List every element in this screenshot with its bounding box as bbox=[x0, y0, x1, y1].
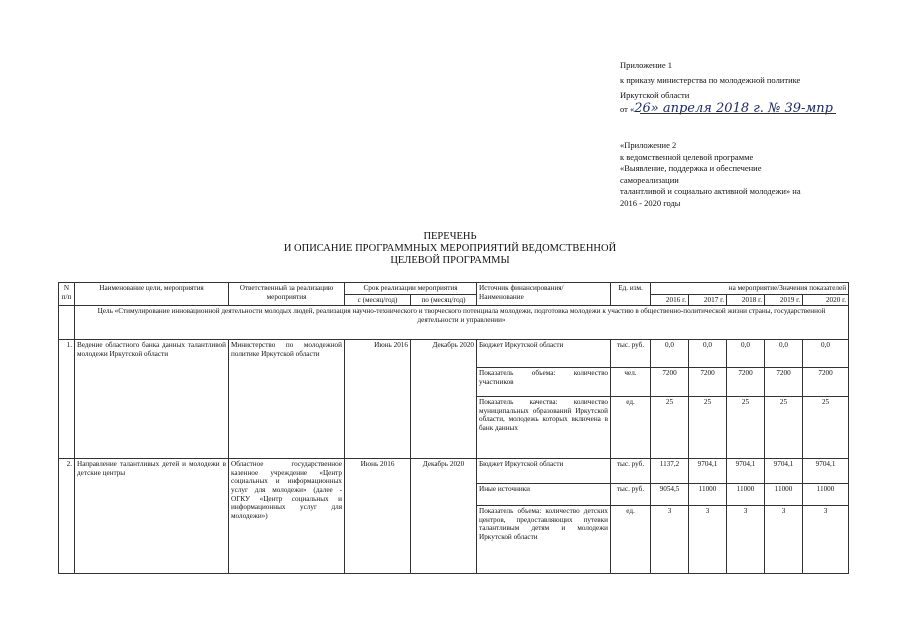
row-2-item-3-unit: ед. bbox=[611, 506, 651, 574]
appendix-2-line-5: талантливой и социально активной молодежи» на bbox=[620, 186, 801, 196]
header-year-2017: 2017 г. bbox=[689, 294, 727, 306]
row-1-item-1-v2019: 0,0 bbox=[765, 340, 803, 368]
row-1-item-1-source: Бюджет Иркутской области bbox=[477, 340, 611, 368]
header-term-from: с (месяц/год) bbox=[345, 294, 411, 306]
appendix-2-block bbox=[620, 140, 895, 209]
row-2-item-1-v2020: 9704,1 bbox=[803, 459, 849, 484]
appendix-2-line-3: «Выявление, поддержка и обеспечение bbox=[620, 163, 762, 173]
row-1-item-2-v2020: 7200 bbox=[803, 368, 849, 397]
row-1-item-2-unit: чел. bbox=[611, 368, 651, 397]
header-name: Наименование цели, мероприятия bbox=[75, 283, 229, 306]
appendix-1-block bbox=[620, 60, 890, 115]
row-1-item-3-unit: ед. bbox=[611, 397, 651, 459]
events-table bbox=[58, 282, 849, 574]
date-underline bbox=[640, 113, 836, 114]
row-1-item-3-v2017: 25 bbox=[689, 397, 727, 459]
row-1-item-2-v2019: 7200 bbox=[765, 368, 803, 397]
row-2-item-2-v2020: 11000 bbox=[803, 484, 849, 506]
row-1-item-3-v2019: 25 bbox=[765, 397, 803, 459]
document-title bbox=[0, 231, 900, 267]
row-2-item-2-v2018: 11000 bbox=[727, 484, 765, 506]
row-2-name: Направление талантливых детей и молодежи в детские центры bbox=[75, 459, 229, 574]
row-1-item-1-v2017: 0,0 bbox=[689, 340, 727, 368]
appendix-1-title: Приложение 1 bbox=[620, 60, 672, 70]
row-1-item-3-source: Показатель качества: количество муниципальных образований Иркутской области, молодежь которых включена в банк данных bbox=[477, 397, 611, 459]
appendix-1-region-line: Иркутской области bbox=[620, 90, 690, 100]
goal-num-cell bbox=[59, 306, 75, 340]
header-num: N п/п bbox=[59, 283, 75, 306]
row-2-item-2-unit: тыс. руб. bbox=[611, 484, 651, 506]
appendix-2-line-2: к ведомственной целевой программе bbox=[620, 151, 754, 162]
row-1-item-2-source: Показатель объема: количество участников bbox=[477, 368, 611, 397]
header-unit: Ед. изм. bbox=[611, 283, 651, 306]
row-1-item-1-v2020: 0,0 bbox=[803, 340, 849, 368]
appendix-1-order-line: к приказу министерства по молодежной политике bbox=[620, 75, 801, 85]
goal-text: Цель «Стимулирование инновационной деятельности молодых людей, реализация научно-технического и творческого потенциала молодежи, подготовка молодежи к участию в общественно-политической жизни страны, государственной деятельности и управлении» bbox=[75, 306, 849, 340]
row-1-from: Июнь 2016 bbox=[345, 340, 411, 459]
handwritten-day: 26 bbox=[634, 101, 651, 116]
table-row bbox=[59, 459, 849, 484]
row-2-to: Декабрь 2020 bbox=[411, 459, 477, 574]
header-term-to: по (месяц/год) bbox=[411, 294, 477, 306]
title-line-3: ЦЕЛЕВОЙ ПРОГРАММЫ bbox=[390, 255, 510, 266]
row-1-item-1-v2018: 0,0 bbox=[727, 340, 765, 368]
row-2-item-2-v2017: 11000 bbox=[689, 484, 727, 506]
header-row-1 bbox=[59, 283, 849, 295]
header-year-2016: 2016 г. bbox=[651, 294, 689, 306]
row-2-item-1-v2018: 9704,1 bbox=[727, 459, 765, 484]
row-1-item-3-v2020: 25 bbox=[803, 397, 849, 459]
goal-row bbox=[59, 306, 849, 340]
row-2-item-2-v2019: 11000 bbox=[765, 484, 803, 506]
row-2-item-2-source: Иные источники bbox=[477, 484, 611, 506]
row-2-from: Июнь 2016 bbox=[345, 459, 411, 574]
row-1-num: 1. bbox=[59, 340, 75, 459]
header-year-2020: 2020 г. bbox=[803, 294, 849, 306]
row-1-name: Ведение областного банка данных талантливой молодежи Иркутской области bbox=[75, 340, 229, 459]
header-term: Срок реализации мероприятия bbox=[345, 283, 477, 295]
row-2-item-1-v2017: 9704,1 bbox=[689, 459, 727, 484]
header-values: на мероприятие/Значения показателей bbox=[651, 283, 849, 295]
row-2-item-3-v2016: 3 bbox=[651, 506, 689, 574]
handwritten-month-year: » апреля 2018 г. № bbox=[650, 101, 785, 116]
appendix-2-line-6: 2016 - 2020 годы bbox=[620, 197, 681, 208]
row-1-item-2-v2016: 7200 bbox=[651, 368, 689, 397]
appendix-2-line-4: самореализации bbox=[620, 174, 679, 185]
row-1-to: Декабрь 2020 bbox=[411, 340, 477, 459]
row-1-item-3-v2016: 25 bbox=[651, 397, 689, 459]
row-2-item-3-v2019: 3 bbox=[765, 506, 803, 574]
row-2-item-3-source: Показатель объема: количество детских центров, предоставляющих путевки талантливым детям и молодежи Иркутской области bbox=[477, 506, 611, 574]
appendix-2-title: «Приложение 2 bbox=[620, 140, 677, 150]
row-2-num: 2. bbox=[59, 459, 75, 574]
row-1-item-2-v2018: 7200 bbox=[727, 368, 765, 397]
date-prefix: от « bbox=[620, 104, 635, 114]
row-1-item-2-v2017: 7200 bbox=[689, 368, 727, 397]
header-year-2019: 2019 г. bbox=[765, 294, 803, 306]
title-line-1: ПЕРЕЧЕНЬ bbox=[423, 231, 477, 242]
table-row bbox=[59, 340, 849, 368]
row-2-item-1-v2016: 1137,2 bbox=[651, 459, 689, 484]
row-1-item-3-v2018: 25 bbox=[727, 397, 765, 459]
row-2-item-3-v2020: 3 bbox=[803, 506, 849, 574]
row-2-item-3-v2018: 3 bbox=[727, 506, 765, 574]
row-1-item-1-v2016: 0,0 bbox=[651, 340, 689, 368]
row-1-responsible: Министерство по молодежной политике Иркутской области bbox=[229, 340, 345, 459]
row-2-item-2-v2016: 9054,5 bbox=[651, 484, 689, 506]
row-1-item-1-unit: тыс. руб. bbox=[611, 340, 651, 368]
header-source: Источник финансирования/Наименование bbox=[477, 283, 611, 306]
row-2-item-3-v2017: 3 bbox=[689, 506, 727, 574]
title-line-2: И ОПИСАНИЕ ПРОГРАММНЫХ МЕРОПРИЯТИЙ ВЕДОМСТВЕННОЙ bbox=[283, 243, 617, 254]
handwritten-order-number: 39-мпр bbox=[784, 101, 833, 116]
row-2-responsible: Областное государственное казенное учреждение «Центр социальных и информационных услуг для молодежи» (далее - ОГКУ «Центр социальных и информационных услуг для молодежи») bbox=[229, 459, 345, 574]
row-2-item-1-source: Бюджет Иркутской области bbox=[477, 459, 611, 484]
row-2-item-1-v2019: 9704,1 bbox=[765, 459, 803, 484]
header-responsible: Ответственный за реализацию мероприятия bbox=[229, 283, 345, 306]
row-2-item-1-unit: тыс. руб. bbox=[611, 459, 651, 484]
header-year-2018: 2018 г. bbox=[727, 294, 765, 306]
